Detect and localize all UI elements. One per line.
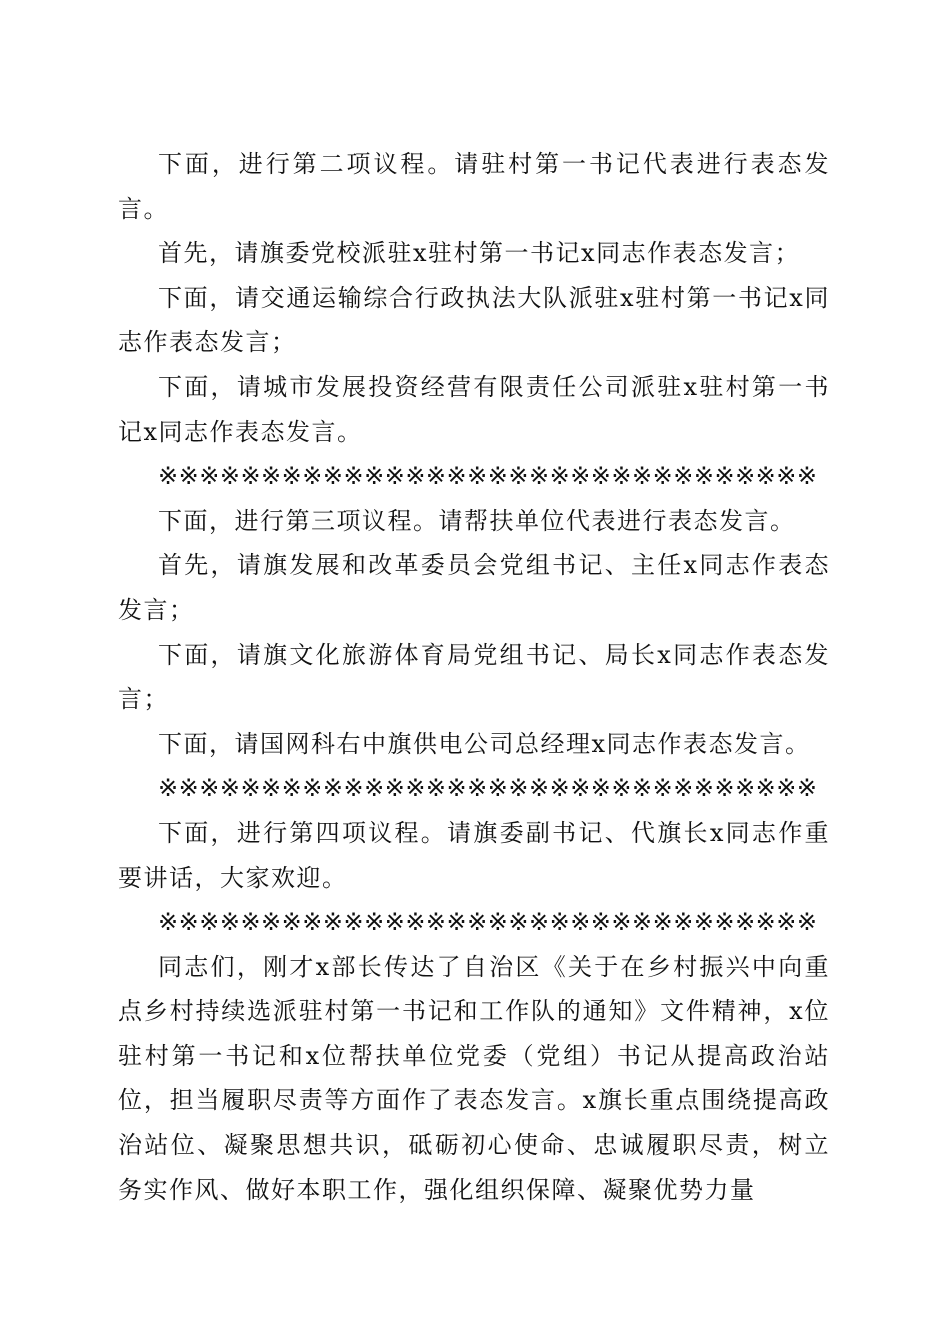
paragraph-agenda-item-2: 下面，进行第二项议程。请驻村第一书记代表进行表态发言。: [118, 150, 830, 223]
paragraph-speaker-power-supply: 下面，请国网科右中旗供电公司总经理x同志作表态发言。: [158, 729, 811, 758]
paragraph-speaker-development-reform: 首先，请旗发展和改革委员会党组书记、主任x同志作表态发言；: [118, 551, 830, 624]
document-page: [118, 142, 830, 1212]
separator-line: ※※※※※※※※※※※※※※※※※※※※※※※※※※※※※※※※: [158, 774, 818, 803]
paragraph-speaker-culture-tourism: 下面，请旗文化旅游体育局党组书记、局长x同志作表态发言；: [118, 640, 830, 714]
paragraph-speech-body: 同志们，刚才x部长传达了自治区《关于在乡村振兴中向重点乡村持续选派驻村第一书记和工作队的通知》文件精神，x位驻村第一书记和x位帮扶单位党委（党组）书记从提高政治站位，担当履职尽责等方面作了表态发言。x旗长重点围绕提高政治站位、凝聚思想共识，砥砺初心使命、忠诚履职尽责，树立务实作风、做好本职工作，强化组织保障、凝聚优势力量: [118, 952, 830, 1204]
paragraph-agenda-item-4: 下面，进行第四项议程。请旗委副书记、代旗长x同志作重要讲话，大家欢迎。: [118, 818, 830, 892]
separator-line: ※※※※※※※※※※※※※※※※※※※※※※※※※※※※※※※※: [158, 462, 818, 491]
separator-line: ※※※※※※※※※※※※※※※※※※※※※※※※※※※※※※※※: [158, 908, 818, 937]
paragraph-speaker-urban-investment: 下面，请城市发展投资经营有限责任公司派驻x驻村第一书记x同志作表态发言。: [118, 372, 830, 446]
paragraph-speaker-party-school: 首先，请旗委党校派驻x驻村第一书记x同志作表态发言；: [158, 239, 801, 268]
paragraph-agenda-item-3: 下面，进行第三项议程。请帮扶单位代表进行表态发言。: [158, 506, 796, 535]
paragraph-speaker-transport: 下面，请交通运输综合行政执法大队派驻x驻村第一书记x同志作表态发言；: [118, 283, 830, 357]
